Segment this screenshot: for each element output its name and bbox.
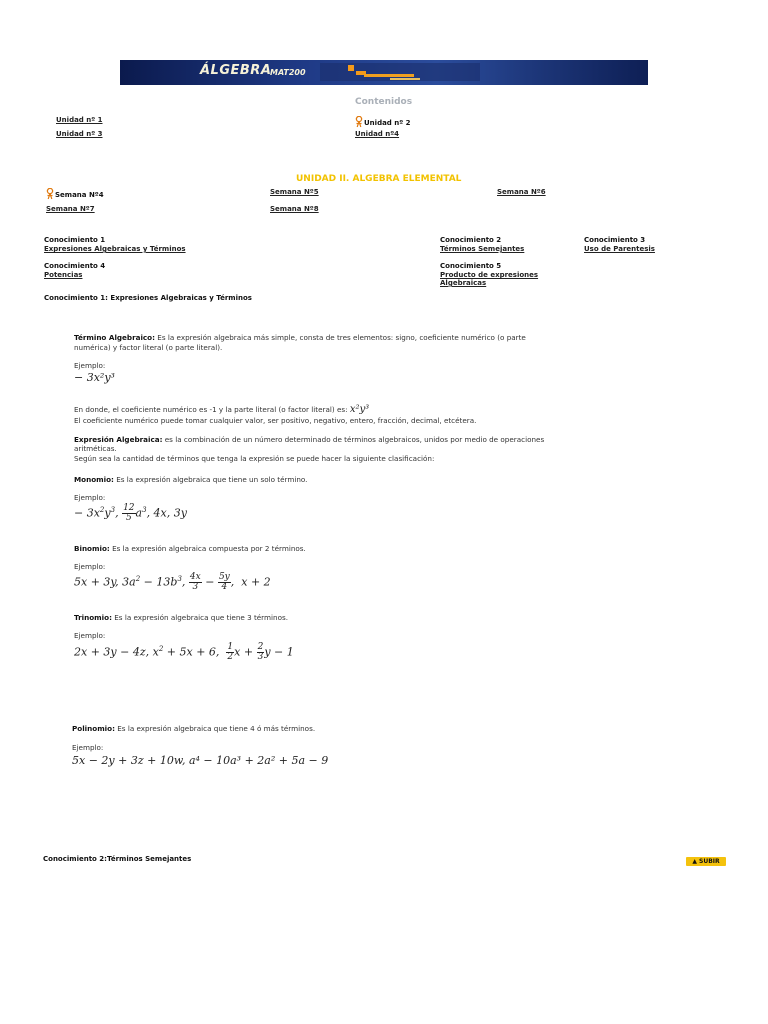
location-pin-icon [46, 188, 54, 200]
expresion-definition [74, 435, 550, 453]
polinomio-label: Polinomio: [72, 724, 115, 733]
knowledge-4-title: Conocimiento 4 [44, 262, 106, 270]
knowledge-1-title: Conocimiento 1 [44, 236, 106, 244]
knowledge-3-link[interactable]: Uso de Parentesis [584, 245, 655, 253]
trinomio-example: 2x + 3y − 4z, $x^2 + 5x + 6$, $\frac{1}{2}$ x + $\frac{2}{3}$ y − 1 [74, 642, 294, 662]
location-pin-icon [355, 116, 363, 128]
binomio-definition [74, 544, 306, 553]
termino-label: Término Algebraico: [74, 333, 155, 342]
week-4-current [46, 188, 104, 200]
knowledge-5-title: Conocimiento 5 [440, 262, 502, 270]
unit-title: UNIDAD II. ALGEBRA ELEMENTAL [296, 174, 462, 184]
expresion-text: es la combinación de un número determinado de términos algebraicos, unidos por medio de operaciones aritméticas. [74, 435, 545, 453]
binomio-label: Binomio: [74, 544, 110, 553]
example-label-1: Ejemplo: [74, 361, 106, 370]
knowledge-2-link[interactable]: Términos Semejantes [440, 245, 525, 253]
knowledge-2-title: Conocimiento 2 [440, 236, 502, 244]
unit-link-3[interactable]: Unidad nº 3 [56, 130, 103, 138]
contents-heading: Contenidos [355, 97, 413, 107]
monomio-text: Es la expresión algebraica que tiene un solo término. [116, 475, 308, 484]
section-1-heading: Conocimiento 1: Expresiones Algebraicas y Términos [44, 294, 252, 302]
termino-definition [74, 333, 550, 353]
trinomio-text: Es la expresión algebraica que tiene 3 términos. [114, 613, 288, 622]
trinomio-label: Trinomio: [74, 613, 112, 622]
trinomio-definition [74, 613, 288, 622]
knowledge-3-title: Conocimiento 3 [584, 236, 646, 244]
example-label-2: Ejemplo: [74, 493, 106, 502]
expresion-label: Expresión Algebraica: [74, 435, 163, 444]
polinomio-definition [72, 724, 315, 733]
header-banner [120, 60, 648, 85]
en-donde-line [74, 404, 369, 415]
monomio-label: Monomio: [74, 475, 114, 484]
example-1-math: − 3x²y³ [74, 371, 115, 384]
binomio-example: 5x + 3y, $3a^2 - 13b^3$, $\frac{4x}{3}$ − $\frac{5y}{4}$ , x + 2 [74, 572, 271, 592]
coef-text: El coeficiente numérico puede tomar cualquier valor, ser positivo, negativo, entero, fracción, decimal, etcétera. [74, 416, 477, 425]
section-2-heading: Conocimiento 2:Términos Semejantes [43, 855, 192, 863]
unit-link-1[interactable]: Unidad nº 1 [56, 116, 103, 124]
week-link-5[interactable]: Semana Nº5 [270, 188, 319, 196]
week-link-6[interactable]: Semana Nº6 [497, 188, 546, 196]
en-donde-math: x²y³ [349, 404, 370, 415]
unit-2-current [355, 116, 411, 128]
monomio-definition [74, 475, 307, 484]
week-link-8[interactable]: Semana Nº8 [270, 205, 319, 213]
knowledge-4-link[interactable]: Potencias [44, 271, 83, 279]
polinomio-text: Es la expresión algebraica que tiene 4 ó más términos. [117, 724, 316, 733]
knowledge-1-link[interactable]: Expresiones Algebraicas y Términos [44, 245, 186, 253]
polinomio-example: 5x − 2y + 3z + 10w, a⁴ − 10a³ + 2a² + 5a − 9 [72, 754, 329, 767]
termino-text: Es la expresión algebraica más simple, consta de tres elementos: signo, coeficiente numérico (o parte numérica) y factor literal (o parte literal). [74, 333, 526, 352]
example-label-5: Ejemplo: [72, 743, 104, 752]
example-label-4: Ejemplo: [74, 631, 106, 640]
knowledge-5-link[interactable]: Producto de expresiones Algebraicas [440, 271, 539, 287]
en-donde-text: En donde, el coeficiente numérico es -1 y la parte literal (o factor literal) es: [74, 405, 348, 414]
binomio-text: Es la expresión algebraica compuesta por 2 términos. [112, 544, 306, 553]
week-4-label: Semana Nº4 [55, 191, 104, 199]
unit-link-4[interactable]: Unidad nº4 [355, 130, 400, 138]
monomio-example: − $3x^2y^3$, $\frac{12}{5}$ $a^3$, 4x, 3y [74, 503, 187, 523]
segun-text: Según sea la cantidad de términos que tenga la expresión se puede hacer la siguiente clasificación: [74, 454, 435, 463]
week-link-7[interactable]: Semana Nº7 [46, 205, 95, 213]
banner-title: ÁLGEBRA [200, 63, 272, 78]
banner-course: MAT200 [270, 68, 306, 77]
back-to-top-button[interactable]: ▲ SUBIR [686, 857, 726, 866]
example-label-3: Ejemplo: [74, 562, 106, 571]
unit-2-label: Unidad nº 2 [364, 119, 411, 127]
